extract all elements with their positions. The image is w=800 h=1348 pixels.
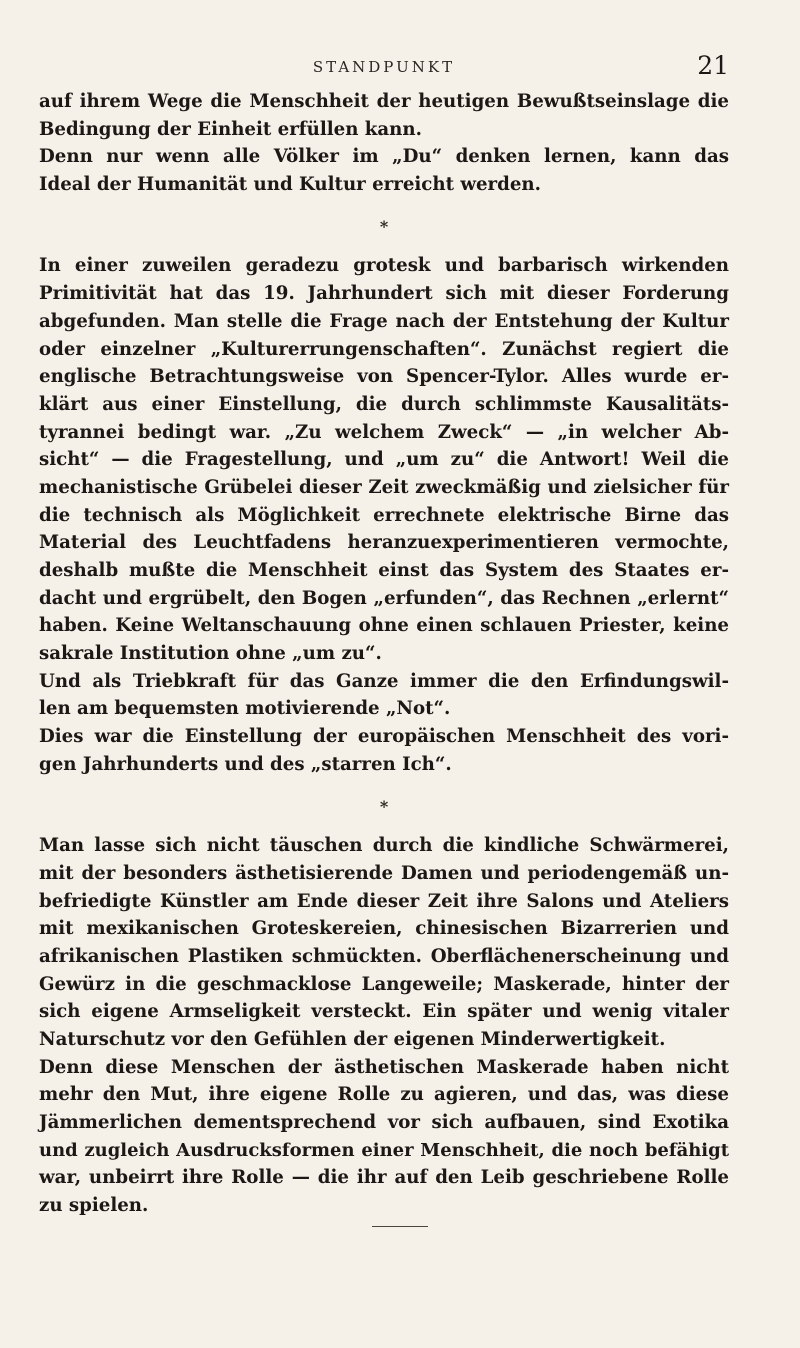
text-line: und zugleich Ausdrucksformen einer Menschheit, die noch befähigt: [39, 1139, 729, 1161]
text-line: Jämmerlichen dementsprechend vor sich aufbauen, sind Exotika: [39, 1112, 729, 1134]
text-line: mit der besonders ästhetisierende Damen und periodengemäß un-: [39, 862, 729, 884]
page-body: [39, 88, 729, 1220]
text-line: Naturschutz vor den Gefühlen der eigenen Minderwertigkeit.: [39, 1029, 666, 1050]
section-separator-asterisk: *: [379, 796, 389, 816]
paragraph: [39, 252, 729, 667]
text-line: dacht und ergrübelt, den Bogen „erfunden“, das Rechnen „erlernt“: [39, 587, 729, 609]
paragraph: [39, 88, 729, 143]
text-line: Und als Triebkraft für das Ganze immer die den Erfindungswil-: [39, 670, 729, 692]
paragraph: [39, 143, 729, 198]
text-line: Bedingung der Einheit erfüllen kann.: [39, 118, 422, 140]
text-line: die technisch als Möglichkeit errechnete elektrische Birne das: [39, 504, 729, 526]
text-line: sich eigene Armseligkeit versteckt. Ein später und wenig vitaler: [39, 1001, 729, 1023]
text-line: len am bequemsten motivierende „Not“.: [39, 698, 451, 720]
text-line: Man lasse sich nicht täuschen durch die kindliche Schwärmerei,: [39, 835, 729, 857]
text-line: klärt aus einer Einstellung, die durch schlimmste Kausalitäts-: [39, 393, 729, 415]
text-line: Material des Leuchtfadens heranzuexperimentieren vermochte,: [39, 532, 729, 554]
text-line: englische Betrachtungsweise von Spencer-Tylor. Alles wurde er-: [39, 366, 729, 388]
text-line: war, unbeirrt ihre Rolle — die ihr auf den Leib geschriebene Rolle: [39, 1167, 729, 1189]
text-line: tyrannei bedingt war. „Zu welchem Zweck“ — „in welcher Ab-: [39, 421, 729, 443]
text-line: mechanistische Grübelei dieser Zeit zweckmäßig und zielsicher für: [39, 476, 729, 498]
text-line: deshalb mußte die Menschheit einst das System des Staates er-: [39, 560, 729, 581]
running-header: [39, 51, 729, 88]
running-title: STANDPUNKT: [312, 58, 456, 76]
paragraph: [39, 723, 729, 778]
text-line: Gewürz in die geschmacklose Langeweile; Maskerade, hinter der: [39, 973, 729, 995]
text-line: zu spielen.: [39, 1195, 149, 1217]
text-line: abgefunden. Man stelle die Frage nach der Entstehung der Kultur: [39, 310, 729, 332]
book-page: [39, 51, 729, 1220]
end-rule: [372, 1226, 428, 1227]
text-line: In einer zuweilen geradezu grotesk und barbarisch wirkenden: [39, 255, 729, 277]
text-line: sicht“ — die Fragestellung, und „um zu“ die Antwort! Weil die: [39, 449, 729, 471]
paragraph: [39, 668, 729, 723]
text-line: befriedigte Künstler am Ende dieser Zeit ihre Salons und Ateliers: [39, 890, 729, 912]
text-line: mehr den Mut, ihre eigene Rolle zu agieren, und das, was diese: [39, 1084, 729, 1106]
section-separator-asterisk: *: [379, 216, 389, 236]
text-line: Denn diese Menschen der ästhetischen Maskerade haben nicht: [39, 1056, 729, 1078]
text-line: gen Jahrhunderts und des „starren Ich“.: [39, 753, 452, 775]
text-line: Ideal der Humanität und Kultur erreicht werden.: [39, 174, 541, 196]
text-line: mit mexikanischen Groteskereien, chinesischen Bizarrerien und: [39, 918, 729, 940]
text-line: sakrale Institution ohne „um zu“.: [39, 643, 382, 665]
paragraph: [39, 832, 729, 1054]
text-line: Dies war die Einstellung der europäischen Menschheit des vori-: [39, 726, 729, 748]
text-line: afrikanischen Plastiken schmückten. Oberflächenerscheinung und: [39, 945, 729, 967]
text-line: oder einzelner „Kulturerrungenschaften“. Zunächst regiert die: [39, 338, 729, 360]
text-line: auf ihrem Wege die Menschheit der heutigen Bewußtseinslage die: [39, 91, 729, 112]
text-line: Primitivität hat das 19. Jahrhundert sich mit dieser Forderung: [39, 283, 729, 305]
page-number: 21: [697, 51, 729, 80]
paragraph: [39, 1054, 729, 1220]
text-line: haben. Keine Weltanschauung ohne einen schlauen Priester, keine: [39, 615, 729, 637]
text-line: Denn nur wenn alle Völker im „Du“ denken lernen, kann das: [39, 146, 729, 168]
